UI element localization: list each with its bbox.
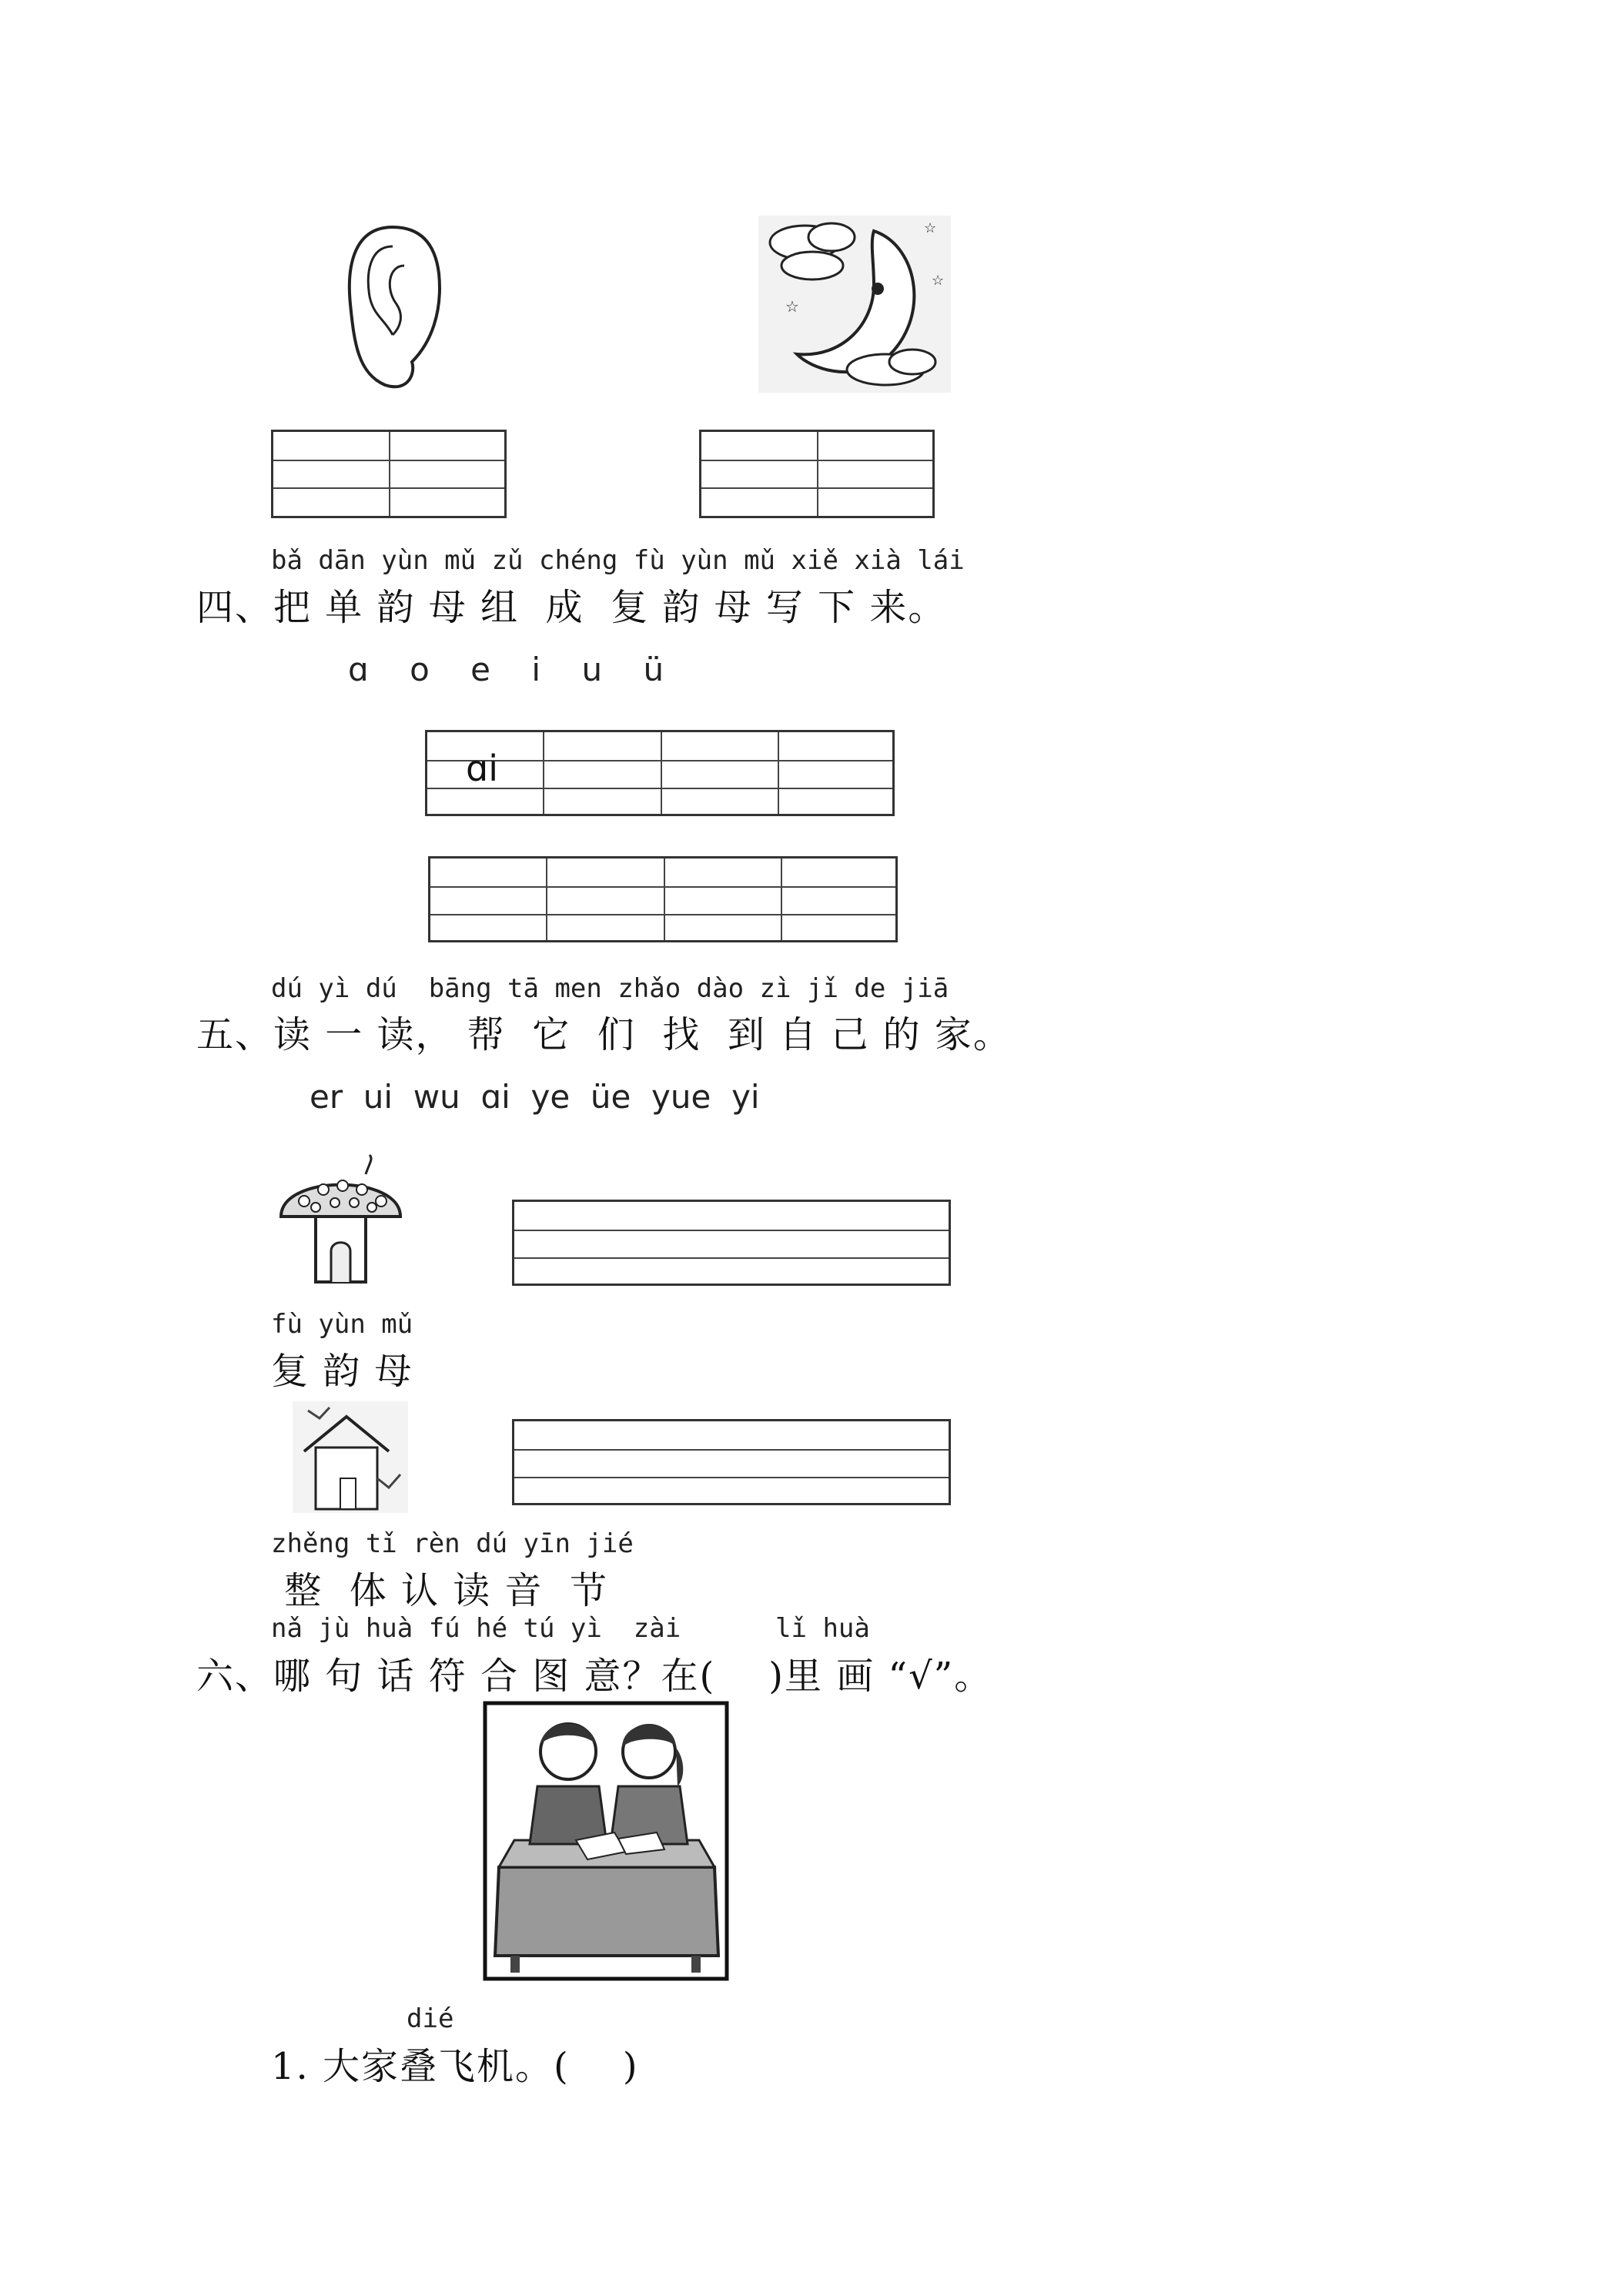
section5-title: 五、读 一 读， 帮 它 们 找 到 自 己 的 家。: [196, 1013, 1012, 1056]
svg-text:☆: ☆: [932, 273, 945, 289]
svg-text:☆: ☆: [924, 220, 937, 236]
section5-pinyin: dú yì dú bāng tā men zhǎo dào zì jǐ de jiā: [271, 973, 949, 1004]
house2-pinyin: zhěng tǐ rèn dú yīn jié: [271, 1528, 634, 1559]
section4-title: 四、把 单 韵 母 组 成 复 韵 母 写 下 来。: [196, 586, 947, 629]
writing-grid[interactable]: [699, 430, 935, 518]
home-lines-1[interactable]: [512, 1200, 951, 1286]
section4-vowels: ɑ o e i u ü: [348, 651, 664, 688]
children-table-image: [484, 1702, 728, 1980]
mushroom-house-image: [273, 1155, 408, 1286]
answer-grid-1[interactable]: [425, 730, 895, 816]
house2-label: 整 体 认 读 音 节: [271, 1569, 609, 1612]
answer-grid-2[interactable]: [428, 856, 898, 942]
section4-pinyin: bǎ dān yùn mǔ zǔ chéng fù yùn mǔ xiě xià lái: [271, 545, 965, 576]
item1-text: 1. 大家叠飞机。( ): [271, 2045, 639, 2088]
home-lines-2[interactable]: [512, 1419, 951, 1505]
section6-pinyin: nǎ jù huà fú hé tú yì zài lǐ huà: [271, 1613, 870, 1644]
house-birds-image: [293, 1401, 408, 1513]
ear-image: [339, 219, 447, 397]
moon-cloud-image: [758, 216, 951, 393]
house1-label: 复 韵 母: [271, 1350, 413, 1393]
item1-pinyin: dié: [407, 2003, 454, 2034]
section5-syllables: er ui wu ɑi ye üe yue yi: [310, 1078, 760, 1116]
section6-title: 六、哪 句 话 符 合 图 意？在( )里 画 “√”。: [196, 1655, 993, 1698]
svg-text:☆: ☆: [785, 297, 799, 316]
example-answer: ɑi: [466, 748, 498, 789]
writing-grid[interactable]: [271, 430, 507, 518]
house1-pinyin: fù yùn mǔ: [271, 1309, 413, 1340]
